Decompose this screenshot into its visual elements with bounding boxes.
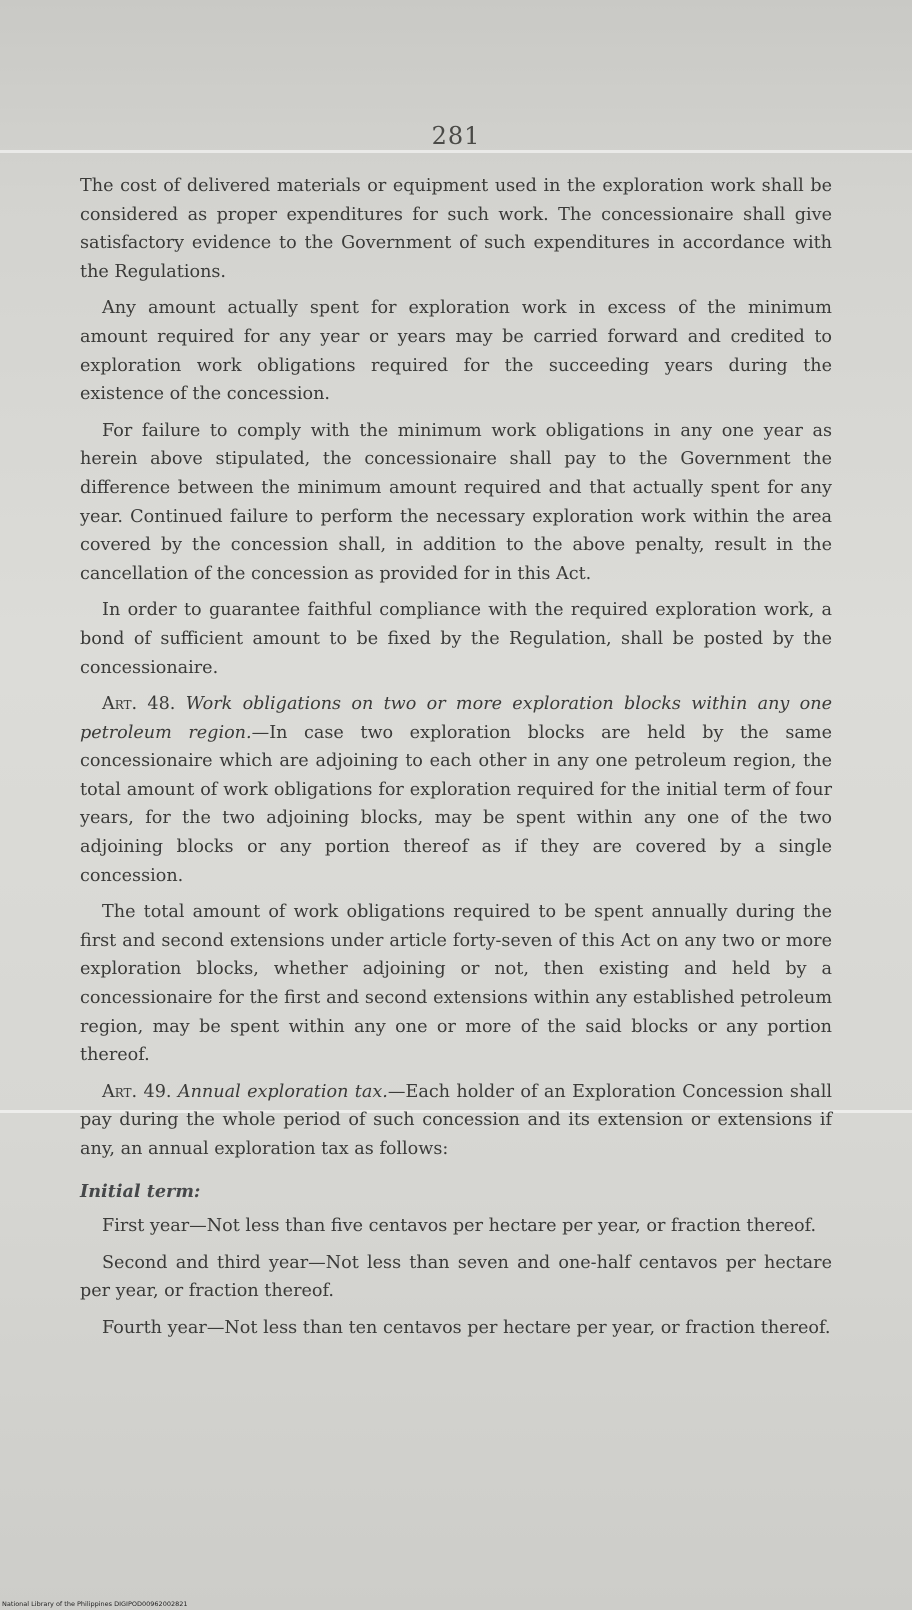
article-48-body: —In case two exploration blocks are held by the same concessionaire which are adjoining to each other in any one petroleum region, the total amount of work obligations for exploration required for the initial term of four years, for the two adjoining blocks, may be spent within any one of the two adjoining blocks or any portion thereof as if they are covered by a single concession. [80, 722, 832, 886]
article-48 [80, 690, 832, 890]
tax-item-fourth-year: Fourth year—Not less than ten centavos per hectare per year, or fraction thereof. [102, 1317, 831, 1338]
paragraph-bond: In order to guarantee faithful compliance with the required exploration work, a bond of sufficient amount to be fixed by the Regulation, shall be posted by the concessionaire. [80, 600, 832, 678]
article-48-label: Art. 48. [102, 694, 176, 715]
source-footer: National Library of the Philippines DIGIPOD00962002821 [2, 1600, 188, 1608]
document-body [80, 172, 832, 1351]
article-49-title: Annual exploration tax. [177, 1081, 388, 1102]
paragraph-failure-penalty: For failure to comply with the minimum work obligations in any one year as herein above stipulated, the concessionaire shall pay to the Government the difference between the minimum amount required and that actually spent for any year. Continued failure to perform the necessary exploration work within the area covered by the concession shall, in addition to the above penalty, result in the cancellation of the concession as provided for in this Act. [80, 420, 832, 584]
article-49 [80, 1078, 832, 1164]
article-48-title: Work obligations on two or more exploration blocks within any one petroleum region. [80, 694, 832, 743]
scan-artifact-band [0, 150, 912, 153]
paragraph-excess-carry-forward: Any amount actually spent for exploration work in excess of the minimum amount required for any year or years may be carried forward and credited to exploration work obligations required for the succeeding years during the existence of the concession. [80, 298, 832, 405]
paragraph-expenditures: The cost of delivered materials or equipment used in the exploration work shall be considered as proper expenditures for such work. The concessionaire shall give satisfactory evidence to the Government of such expenditures in accordance with the Regulations. [80, 176, 832, 282]
initial-term-heading: Initial term: [80, 1180, 201, 1202]
tax-item-second-third-year: Second and third year—Not less than seven and one-half centavos per hectare per year, or fraction thereof. [80, 1252, 832, 1302]
tax-item-first-year: First year—Not less than five centavos per hectare per year, or fraction thereof. [102, 1216, 817, 1237]
article-49-label: Art. 49. [102, 1081, 172, 1102]
page-number: 281 [431, 122, 481, 150]
article-48-paragraph-2: The total amount of work obligations required to be spent annually during the first and second extensions under article forty-seven of this Act on any two or more exploration blocks, whether adjoining or not, then existing and held by a concessionaire for the first and second extensions within any established petroleum region, may be spent within any one or more of the said blocks or any portion thereof. [80, 902, 832, 1066]
article-49-body: —Each holder of an Exploration Concession shall pay during the whole period of such concession and its extension or extensions if any, an annual exploration tax as follows: [80, 1081, 832, 1159]
